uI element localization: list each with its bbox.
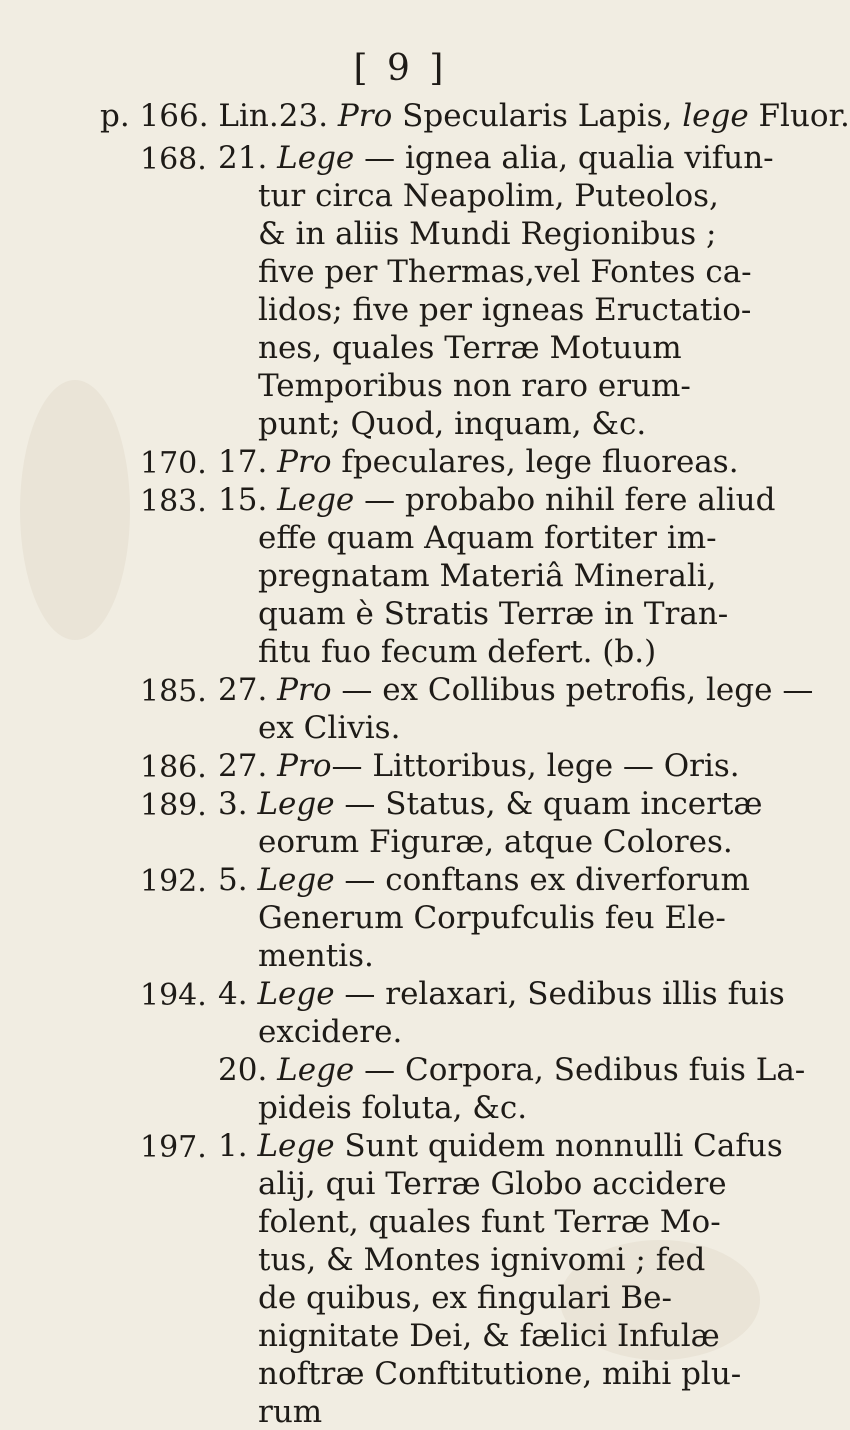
continuation-line: ex Clivis. bbox=[258, 710, 401, 746]
correction-text: — ex Collibus petrofis, lege — bbox=[331, 672, 814, 708]
continuation-line: eorum Figuræ, atque Colores. bbox=[258, 824, 733, 860]
margin-page-number: 192. bbox=[140, 864, 207, 899]
errata-entry bbox=[218, 482, 776, 518]
continuation-line: tus, & Montes ignivomi ; fed bbox=[258, 1242, 706, 1278]
continuation-line: pregnatam Materiâ Minerali, bbox=[258, 558, 717, 594]
continuation-line: noftræ Conftitutione, mihi plu- bbox=[258, 1356, 742, 1392]
line-number: 1. bbox=[218, 1128, 258, 1164]
first-line-text: Specularis Lapis, bbox=[392, 98, 673, 134]
first-line-text-end: Fluor. bbox=[748, 98, 850, 134]
page-number-header: [ 9 ] bbox=[353, 48, 448, 89]
errata-entry bbox=[218, 976, 785, 1012]
continuation-line: effe quam Aquam fortiter im- bbox=[258, 520, 717, 556]
continuation-line: excidere. bbox=[258, 1014, 403, 1050]
margin-page-number: 170. bbox=[140, 446, 207, 481]
continuation-line: Generum Corpufculis feu Ele- bbox=[258, 900, 726, 936]
correction-keyword: Lege bbox=[257, 786, 335, 822]
line-number: 15. bbox=[218, 482, 278, 518]
lege-keyword: lege bbox=[672, 98, 749, 134]
margin-page-number: 185. bbox=[140, 674, 207, 709]
correction-keyword: Lege bbox=[277, 482, 355, 518]
correction-text: — relaxari, Sedibus illis fuis bbox=[334, 976, 785, 1012]
paper-stain bbox=[20, 380, 130, 640]
continuation-line: lidos; five per igneas Eructatio- bbox=[258, 292, 752, 328]
margin-page-number: 168. bbox=[140, 142, 207, 177]
errata-entry bbox=[218, 1128, 783, 1164]
continuation-line: nes, quales Terræ Motuum bbox=[258, 330, 682, 366]
continuation-line: punt; Quod, inquam, &c. bbox=[258, 406, 647, 442]
margin-page-number: 183. bbox=[140, 484, 207, 519]
line-number: 27. bbox=[218, 672, 278, 708]
correction-keyword: Pro bbox=[277, 748, 332, 784]
correction-keyword: Pro bbox=[277, 672, 332, 708]
correction-text: — ignea alia, qualia vifun- bbox=[354, 140, 774, 176]
continuation-line: & in aliis Mundi Regionibus ; bbox=[258, 216, 717, 252]
correction-text: Sunt quidem nonnulli Cafus bbox=[334, 1128, 783, 1164]
continuation-line: folent, quales funt Terræ Mo- bbox=[258, 1204, 721, 1240]
continuation-line: pideis foluta, &c. bbox=[258, 1090, 528, 1126]
line-number: 17. bbox=[218, 444, 278, 480]
continuation-line: Temporibus non raro erum- bbox=[258, 368, 691, 404]
correction-text: — Status, & quam incertæ bbox=[334, 786, 763, 822]
continuation-line: nignitate Dei, & fælici Infulæ bbox=[258, 1318, 720, 1354]
errata-entry bbox=[218, 1052, 805, 1088]
margin-page-number: 186. bbox=[140, 750, 207, 785]
errata-entry bbox=[218, 786, 762, 822]
errata-entry bbox=[218, 748, 740, 784]
correction-keyword: Lege bbox=[277, 140, 355, 176]
continuation-line: quam è Stratis Terræ in Tran- bbox=[258, 596, 729, 632]
continuation-line: five per Thermas,vel Fontes ca- bbox=[258, 254, 752, 290]
margin-page-number: 194. bbox=[140, 978, 207, 1013]
continuation-line: alij, qui Terræ Globo accidere bbox=[258, 1166, 727, 1202]
continuation-line: de quibus, ex fingulari Be- bbox=[258, 1280, 672, 1316]
errata-entry bbox=[218, 672, 813, 708]
correction-text: — probabo nihil fere aliud bbox=[354, 482, 776, 518]
correction-keyword: Lege bbox=[257, 1128, 335, 1164]
line-number: 21. bbox=[218, 140, 278, 176]
errata-entry bbox=[218, 444, 739, 480]
correction-keyword: Pro bbox=[277, 444, 332, 480]
first-line bbox=[100, 96, 850, 136]
continuation-line: fitu fuo fecum defert. (b.) bbox=[258, 634, 657, 670]
line-number: 20. bbox=[218, 1052, 278, 1088]
line-number: 3. bbox=[218, 786, 258, 822]
correction-keyword: Lege bbox=[277, 1052, 355, 1088]
page-line-reference: p. 166. Lin.23. bbox=[100, 98, 329, 134]
correction-text: fpeculares, lege fluoreas. bbox=[331, 444, 739, 480]
correction-keyword: Lege bbox=[257, 976, 335, 1012]
correction-text: — conftans ex diverforum bbox=[334, 862, 750, 898]
line-number: 5. bbox=[218, 862, 258, 898]
continuation-line: rum bbox=[258, 1394, 323, 1430]
margin-page-number: 197. bbox=[140, 1130, 207, 1165]
margin-page-number: 189. bbox=[140, 788, 207, 823]
pro-keyword: Pro bbox=[337, 98, 393, 134]
correction-keyword: Lege bbox=[257, 862, 335, 898]
line-number: 4. bbox=[218, 976, 258, 1012]
correction-text: — Corpora, Sedibus fuis La- bbox=[354, 1052, 806, 1088]
errata-entry bbox=[218, 140, 774, 176]
line-number: 27. bbox=[218, 748, 278, 784]
errata-entry bbox=[218, 862, 750, 898]
continuation-line: tur circa Neapolim, Puteolos, bbox=[258, 178, 719, 214]
correction-text: — Littoribus, lege — Oris. bbox=[331, 748, 740, 784]
continuation-line: mentis. bbox=[258, 938, 374, 974]
